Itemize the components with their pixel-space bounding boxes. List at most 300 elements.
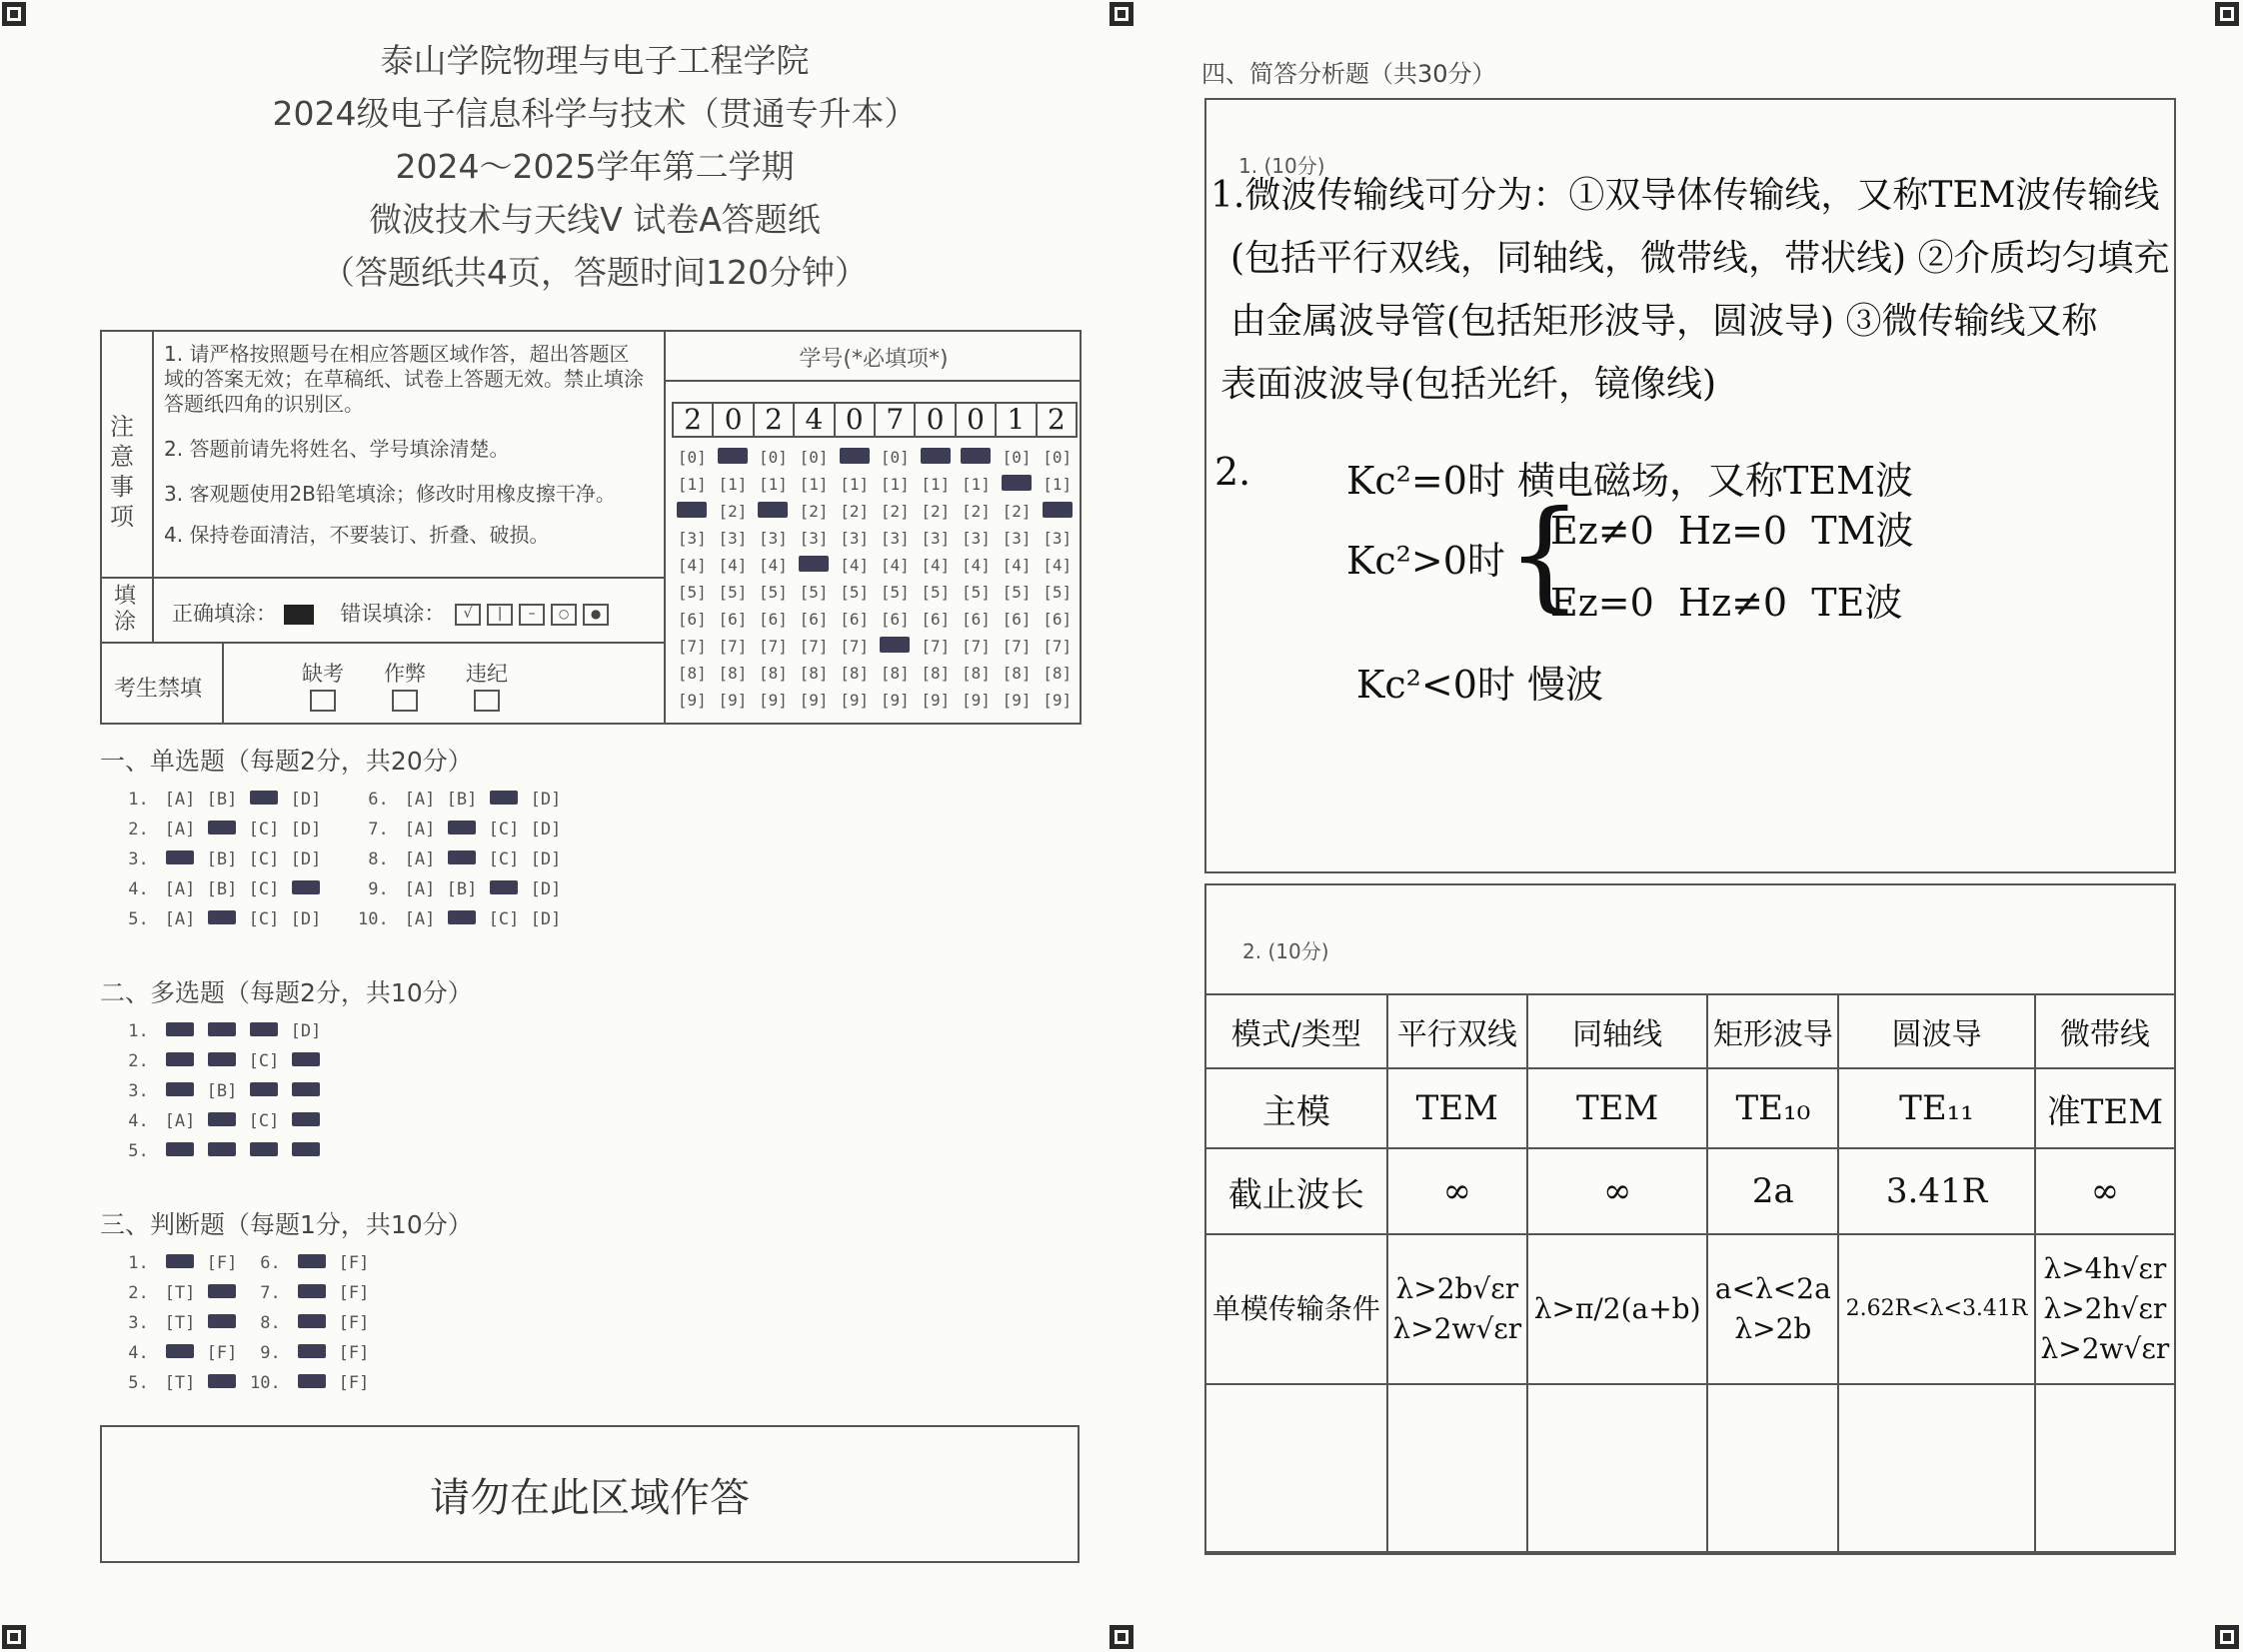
answer-bubble-c[interactable] (243, 1021, 285, 1041)
answer-bubble-b[interactable]: [B] (206, 879, 238, 899)
answer-row (250, 1343, 375, 1363)
forbid-violation-label: 违纪 (466, 662, 508, 686)
student-id-bubble[interactable]: [1] (962, 475, 991, 494)
answer-row (118, 909, 327, 929)
table-cell: ∞ (1527, 1148, 1707, 1234)
answer-bubble-d[interactable]: [D] (290, 909, 322, 929)
student-id-bubble[interactable]: [8] (718, 664, 748, 683)
answer-bubble-a[interactable]: [A] (164, 1111, 196, 1131)
student-id-bubble[interactable]: [1] (759, 475, 788, 494)
student-id-digit: 2 (672, 402, 714, 438)
student-id-bubble[interactable]: [3] (880, 529, 910, 548)
wrong-fill-check-icon: √ (455, 604, 481, 626)
student-id-bubble[interactable]: [7] (921, 637, 951, 656)
student-id-bubble[interactable]: [3] (759, 529, 788, 548)
student-id-bubble[interactable]: [8] (677, 664, 707, 683)
answer-bubble-c[interactable] (243, 1081, 285, 1101)
wrong-fill-dot-icon: ● (583, 604, 609, 626)
student-id-bubble[interactable]: [6] (921, 610, 951, 629)
answer-row (358, 790, 567, 810)
answer-bubble-t[interactable] (291, 1313, 333, 1333)
answer-bubble-c[interactable] (243, 1141, 285, 1161)
table-header-cell: 模式/类型 (1205, 994, 1387, 1068)
answer-bubble-c[interactable]: [C] (248, 909, 280, 929)
answer-bubble-t[interactable]: [T] (164, 1283, 196, 1303)
student-id-bubble[interactable]: [9] (840, 691, 870, 710)
student-id-bubble[interactable]: [2] (799, 502, 829, 521)
no-answer-zone-text: 请勿在此区域作答 (430, 1474, 750, 1521)
answer-bubble-d[interactable]: [D] (530, 820, 562, 839)
answer-bubble-a[interactable]: [A] (404, 909, 436, 929)
student-id-bubble[interactable]: [5] (1002, 583, 1032, 602)
answer-row (118, 790, 327, 810)
student-id-bubble[interactable] (713, 448, 754, 468)
answer-bubble-a[interactable]: [A] (404, 879, 436, 899)
student-id-bubble[interactable]: [6] (677, 610, 707, 629)
student-id-bubble[interactable]: [7] (1002, 637, 1032, 656)
student-id-bubble[interactable] (916, 448, 957, 468)
student-id-bubble[interactable]: [5] (840, 583, 870, 602)
exam-header (100, 34, 1090, 299)
table-cell: λ>π/2(a+b) (1527, 1234, 1707, 1384)
answer-bubble-f[interactable]: [F] (206, 1253, 238, 1273)
answer-bubble-c[interactable]: [C] (488, 909, 520, 929)
student-id-bubble[interactable]: [4] (718, 556, 748, 575)
student-id-bubble[interactable]: [5] (962, 583, 991, 602)
student-id-bubble[interactable]: [3] (921, 529, 951, 548)
student-id-bubble[interactable]: [0] (880, 448, 910, 467)
answer-bubble-a[interactable]: [A] (164, 879, 196, 899)
q1-p2-cond: Kc²>0时 (1346, 539, 1505, 583)
student-id-bubble[interactable]: [1] (921, 475, 951, 494)
answer-bubble-b[interactable] (201, 1051, 243, 1071)
student-id-bubble[interactable]: [2] (718, 502, 748, 521)
corner-mark-top-center (1110, 2, 1133, 26)
answer-bubble-c[interactable] (483, 879, 525, 899)
answer-bubble-b[interactable]: [B] (206, 849, 238, 869)
answer-row (118, 1081, 327, 1101)
student-id-bubble[interactable]: [3] (1043, 529, 1073, 548)
student-id-bubble[interactable]: [5] (921, 583, 951, 602)
student-id-bubble[interactable]: [1] (718, 475, 748, 494)
answer-bubble-t[interactable] (159, 1253, 201, 1273)
q2-label: 2. (10分) (1242, 939, 1329, 963)
table-row-empty (1205, 1384, 2175, 1554)
answer-bubble-b[interactable] (441, 849, 483, 869)
answer-bubble-c[interactable]: [C] (248, 879, 280, 899)
notice-item: 4. 保持卷面清洁，不要装订、折叠、破损。 (164, 523, 550, 547)
student-id-bubble[interactable]: [1] (840, 475, 870, 494)
answer-bubble-a[interactable]: [A] (404, 849, 436, 869)
q1-part1 (1210, 164, 2170, 416)
student-id-bubble[interactable]: [9] (759, 691, 788, 710)
student-id-bubble[interactable]: [6] (880, 610, 910, 629)
answer-bubble-c[interactable] (483, 790, 525, 810)
answer-bubble-d[interactable]: [D] (290, 820, 322, 839)
correct-fill-mark (284, 605, 314, 625)
student-id-bubble[interactable]: [6] (1002, 610, 1032, 629)
wrong-fill-label: 错误填涂： (340, 602, 446, 626)
answer-bubble-c[interactable]: [C] (248, 1051, 280, 1071)
question-number: 5. (118, 1373, 159, 1393)
answer-bubble-b[interactable] (201, 909, 243, 929)
corner-mark-top-right (2215, 2, 2239, 26)
table-header-cell: 圆波导 (1838, 994, 2034, 1068)
answer-bubble-b[interactable] (441, 820, 483, 839)
answer-bubble-t[interactable] (159, 1343, 201, 1363)
fill-example-row (172, 598, 612, 628)
student-id-bubble[interactable]: [0] (1043, 448, 1073, 467)
student-id-bubble[interactable] (875, 637, 916, 657)
q1-p2-line3: Kc²<0时 慢波 (1356, 663, 1604, 707)
answer-bubble-t[interactable]: [T] (164, 1313, 196, 1333)
answer-row (118, 1141, 327, 1161)
answer-row (358, 879, 567, 899)
student-id-digit: 4 (795, 402, 835, 438)
table-cell: 2a (1707, 1148, 1838, 1234)
student-id-bubble[interactable]: [9] (1002, 691, 1032, 710)
student-id-bubble[interactable]: [3] (718, 529, 748, 548)
student-id-bubble[interactable]: [2] (921, 502, 951, 521)
table-row-header-cell: 截止波长 (1205, 1148, 1387, 1234)
answer-row (118, 1253, 243, 1273)
header-school: 泰山学院物理与电子工程学院 (380, 41, 810, 80)
table-cell: ∞ (2035, 1148, 2175, 1234)
student-id-bubble[interactable]: [4] (1002, 556, 1032, 575)
header-class: 2024级电子信息科学与技术（贯通专升本） (272, 94, 918, 133)
answer-bubble-a[interactable] (159, 849, 201, 869)
answer-bubble-f[interactable] (201, 1283, 243, 1303)
student-id-digit: 0 (916, 402, 956, 438)
answer-bubble-c[interactable] (243, 790, 285, 810)
student-id-bubble[interactable]: [2] (1002, 502, 1032, 521)
table-header-cell: 矩形波导 (1707, 994, 1838, 1068)
student-id-digit: 7 (876, 402, 916, 438)
answer-bubble-b[interactable]: [B] (206, 1081, 238, 1101)
student-id-bubble[interactable] (834, 448, 875, 468)
student-id-bubble[interactable]: [9] (1043, 691, 1073, 710)
q1-label: 1. (10分) (1238, 154, 1325, 178)
answer-bubble-d[interactable]: [D] (530, 849, 562, 869)
student-id-bubble[interactable]: [4] (880, 556, 910, 575)
wrong-fill-bar-icon: | (487, 604, 513, 626)
student-id-bubble[interactable]: [0] (799, 448, 829, 467)
q1-p2-line1: Kc²=0时 横电磁场，又称TEM波 (1346, 459, 1913, 503)
student-id-bubble[interactable]: [9] (718, 691, 748, 710)
question-number: 9. (358, 879, 399, 899)
table-row (1205, 1148, 2175, 1234)
answer-bubble-f[interactable]: [F] (206, 1343, 238, 1363)
table-header-cell: 平行双线 (1387, 994, 1527, 1068)
student-id-bubble[interactable]: [3] (677, 529, 707, 548)
student-id-bubble[interactable] (1037, 502, 1078, 522)
answer-row (118, 820, 327, 839)
student-id-bubble[interactable] (956, 448, 997, 468)
answer-row (250, 1373, 375, 1393)
student-id-bubble[interactable]: [5] (759, 583, 788, 602)
student-id-bubble-grid (672, 444, 1078, 714)
student-id-bubble[interactable]: [6] (1043, 610, 1073, 629)
answer-row (118, 879, 327, 899)
answer-bubble-a[interactable]: [A] (164, 820, 196, 839)
answer-row (358, 820, 567, 839)
student-id-bubble[interactable]: [8] (759, 664, 788, 683)
wrong-fill-dash-icon: – (519, 604, 545, 626)
student-id-bubble[interactable]: [3] (1002, 529, 1032, 548)
answer-bubble-b[interactable]: [B] (446, 879, 478, 899)
corner-mark-bottom-center (1110, 1625, 1133, 1649)
student-id-bubble[interactable]: [9] (677, 691, 707, 710)
answer-bubble-b[interactable] (201, 1021, 243, 1041)
student-id-bubble[interactable]: [8] (921, 664, 951, 683)
student-id-bubble[interactable]: [4] (677, 556, 707, 575)
question-number: 5. (118, 909, 159, 929)
student-id-digit: 0 (714, 402, 754, 438)
answer-bubble-d[interactable]: [D] (530, 790, 562, 810)
section-multi-title: 二、多选题（每题2分，共10分） (100, 978, 473, 1007)
corner-mark-bottom-right (2215, 1625, 2239, 1649)
student-id-bubble[interactable]: [0] (677, 448, 707, 467)
student-id-bubble[interactable]: [5] (718, 583, 748, 602)
answer-bubble-d[interactable] (285, 879, 327, 899)
student-id-bubble[interactable]: [1] (799, 475, 829, 494)
student-id-bubble[interactable]: [2] (880, 502, 910, 521)
student-id-bubble[interactable]: [5] (1043, 583, 1073, 602)
question-number: 4. (118, 1343, 159, 1363)
question-number: 4. (118, 879, 159, 899)
student-id-bubble[interactable] (997, 475, 1038, 495)
table-cell: TEM (1387, 1068, 1527, 1148)
student-id-bubble[interactable]: [7] (962, 637, 991, 656)
corner-mark-top-left (2, 2, 26, 26)
student-id-bubble[interactable]: [5] (880, 583, 910, 602)
table-cell: λ>2b√εr λ>2w√εr (1387, 1234, 1527, 1384)
student-id-bubble[interactable]: [3] (799, 529, 829, 548)
forbid-absent-box[interactable] (310, 690, 336, 712)
answer-bubble-d[interactable]: [D] (530, 909, 562, 929)
student-id-bubble[interactable]: [5] (799, 583, 829, 602)
answer-bubble-a[interactable]: [A] (164, 790, 196, 810)
student-id-bubble[interactable]: [8] (880, 664, 910, 683)
question-number: 1. (118, 790, 159, 810)
question-number: 10. (358, 909, 399, 929)
answer-bubble-c[interactable]: [C] (488, 849, 520, 869)
student-id-bubble[interactable]: [0] (1002, 448, 1032, 467)
student-id-bubble[interactable]: [1] (880, 475, 910, 494)
answer-bubble-a[interactable]: [A] (164, 909, 196, 929)
table-header-cell: 微带线 (2035, 994, 2175, 1068)
student-id-bubble[interactable]: [5] (677, 583, 707, 602)
answer-bubble-t[interactable] (291, 1253, 333, 1273)
question-number: 1. (118, 1253, 159, 1273)
answer-bubble-a[interactable]: [A] (404, 790, 436, 810)
q2-answer-box[interactable] (1204, 883, 2176, 1553)
student-id-bubble[interactable]: [7] (840, 637, 870, 656)
forbid-label: 考生禁填 (114, 677, 203, 702)
student-id-bubble[interactable]: [3] (840, 529, 870, 548)
student-id-bubble[interactable]: [1] (677, 475, 707, 494)
question-number: 5. (118, 1141, 159, 1161)
answer-bubble-t[interactable]: [T] (164, 1373, 196, 1393)
answer-bubble-d[interactable]: [D] (530, 879, 562, 899)
forbid-violation-box[interactable] (474, 690, 500, 712)
student-id-bubble[interactable]: [0] (759, 448, 788, 467)
student-id-bubble[interactable]: [4] (1043, 556, 1073, 575)
question-number: 3. (118, 1081, 159, 1101)
student-id-bubble[interactable]: [4] (921, 556, 951, 575)
question-number: 8. (250, 1313, 291, 1333)
fill-side-label: 填涂 (114, 584, 137, 635)
answer-bubble-c[interactable]: [C] (248, 1111, 280, 1131)
answer-row (358, 849, 567, 869)
student-id-bubble[interactable] (753, 502, 794, 522)
answer-bubble-f[interactable]: [F] (338, 1313, 370, 1333)
table-cell: TEM (1527, 1068, 1707, 1148)
answer-bubble-f[interactable]: [F] (338, 1253, 370, 1273)
student-id-bubble[interactable]: [8] (799, 664, 829, 683)
student-id-bubble[interactable]: [7] (718, 637, 748, 656)
answer-bubble-a[interactable] (159, 1021, 201, 1041)
q1-answer-box[interactable] (1204, 98, 2176, 873)
answer-bubble-f[interactable]: [F] (338, 1373, 370, 1393)
student-id-digit: 1 (997, 402, 1037, 438)
student-id-bubble[interactable]: [2] (840, 502, 870, 521)
answer-row (118, 1373, 243, 1393)
student-id-bubble[interactable]: [4] (840, 556, 870, 575)
answer-bubble-b[interactable] (441, 909, 483, 929)
student-id-bubble[interactable]: [8] (962, 664, 991, 683)
section-single-title: 一、单选题（每题2分，共20分） (100, 747, 473, 776)
student-id-bubble[interactable] (794, 556, 835, 576)
answer-bubble-c[interactable]: [C] (248, 849, 280, 869)
question-number: 6. (250, 1253, 291, 1273)
answer-bubble-c[interactable]: [C] (488, 820, 520, 839)
question-number: 2. (118, 1051, 159, 1071)
student-id-bubble[interactable]: [9] (921, 691, 951, 710)
answer-bubble-b[interactable] (201, 1111, 243, 1131)
answer-bubble-d[interactable] (285, 1141, 327, 1161)
notice-item: 3. 客观题使用2B铅笔填涂；修改时用橡皮擦干净。 (164, 482, 616, 506)
answer-bubble-a[interactable]: [A] (404, 820, 436, 839)
answer-bubble-t[interactable] (291, 1373, 333, 1393)
student-id-bubble[interactable]: [7] (799, 637, 829, 656)
answer-bubble-f[interactable] (201, 1373, 243, 1393)
answer-bubble-f[interactable] (201, 1313, 243, 1333)
table-cell: ∞ (1387, 1148, 1527, 1234)
question-number: 3. (118, 1313, 159, 1333)
answer-bubble-d[interactable] (285, 1051, 327, 1071)
section-judge-title: 三、判断题（每题1分，共10分） (100, 1210, 473, 1239)
student-id-bubble[interactable]: [4] (759, 556, 788, 575)
student-id-bubble[interactable]: [4] (962, 556, 991, 575)
table-header-row (1205, 994, 2175, 1068)
student-id-bubble[interactable]: [6] (759, 610, 788, 629)
student-id-bubble[interactable]: [8] (1043, 664, 1073, 683)
answer-bubble-b[interactable]: [B] (206, 790, 238, 810)
table-cell: TE₁₀ (1707, 1068, 1838, 1148)
answer-bubble-c[interactable]: [C] (248, 820, 280, 839)
answer-bubble-d[interactable] (285, 1081, 327, 1101)
table-cell: a<λ<2a λ>2b (1707, 1234, 1838, 1384)
q1-p2-case1: Ez≠0 Hz=0 TM波 (1550, 509, 1914, 553)
student-id-bubble[interactable]: [9] (880, 691, 910, 710)
question-number: 6. (358, 790, 399, 810)
answer-bubble-f[interactable]: [F] (338, 1283, 370, 1303)
forbid-absent-label: 缺考 (302, 662, 344, 686)
student-id-bubble[interactable]: [9] (962, 691, 991, 710)
student-id-digits (672, 402, 1078, 438)
student-id-bubble[interactable]: [7] (1043, 637, 1073, 656)
answer-bubble-t[interactable] (291, 1283, 333, 1303)
answer-bubble-d[interactable] (285, 1111, 327, 1131)
answer-bubble-d[interactable]: [D] (290, 1021, 322, 1041)
header-course: 微波技术与天线Ⅴ 试卷A答题纸 (369, 200, 821, 239)
student-id-bubble[interactable]: [6] (840, 610, 870, 629)
answer-bubble-d[interactable]: [D] (290, 790, 322, 810)
student-id-bubble[interactable]: [8] (840, 664, 870, 683)
q1-part2-head: 2. (1214, 450, 1251, 494)
student-id-bubble[interactable]: [7] (759, 637, 788, 656)
student-id-bubble[interactable]: [8] (1002, 664, 1032, 683)
student-id-bubble[interactable] (672, 502, 713, 522)
question-number: 2. (118, 1283, 159, 1303)
answer-bubble-a[interactable] (159, 1141, 201, 1161)
table-row (1205, 1068, 2175, 1148)
question-number: 8. (358, 849, 399, 869)
notice-side-label: 注意事项 (110, 413, 134, 531)
student-id-bubble[interactable]: [9] (799, 691, 829, 710)
answer-bubble-f[interactable]: [F] (338, 1343, 370, 1363)
table-cell: 3.41R (1838, 1148, 2034, 1234)
student-id-bubble[interactable]: [3] (962, 529, 991, 548)
student-id-bubble[interactable]: [6] (962, 610, 991, 629)
answer-row (118, 1313, 243, 1333)
student-id-bubble[interactable]: [6] (799, 610, 829, 629)
table-header-cell: 同轴线 (1527, 994, 1707, 1068)
answer-row (118, 1111, 327, 1131)
answer-bubble-t[interactable] (291, 1343, 333, 1363)
brace-icon: { (1506, 486, 1583, 625)
answer-row (118, 849, 327, 869)
student-id-bubble[interactable]: [2] (962, 502, 991, 521)
corner-mark-bottom-left (2, 1625, 26, 1649)
table-row (1205, 1234, 2175, 1384)
student-id-bubble[interactable]: [6] (718, 610, 748, 629)
forbid-cheat-label: 作弊 (384, 662, 426, 686)
answer-bubble-b[interactable] (201, 820, 243, 839)
q1-line: (包括平行双线，同轴线，微带线，带状线) ②介质均匀填充 (1230, 238, 2170, 279)
forbid-cheat-box[interactable] (392, 690, 418, 712)
table-cell: 准TEM (2035, 1068, 2175, 1148)
multi-choice-area (118, 1021, 518, 1171)
q1-line: 由金属波导管(包括矩形波导，圆波导) ③微传输线又称 (1230, 301, 2098, 342)
question-number: 9. (250, 1343, 291, 1363)
student-id-bubble[interactable]: [7] (677, 637, 707, 656)
student-id-bubble[interactable]: [1] (1043, 475, 1073, 494)
notice-block (100, 330, 1082, 725)
forbid-boxes (302, 658, 508, 712)
question-number: 1. (118, 1021, 159, 1041)
answer-bubble-b[interactable]: [B] (446, 790, 478, 810)
answer-bubble-b[interactable] (201, 1141, 243, 1161)
header-term: 2024～2025学年第二学期 (395, 147, 795, 186)
answer-bubble-d[interactable]: [D] (290, 849, 322, 869)
q2-mode-table (1204, 993, 2176, 1555)
answer-bubble-a[interactable] (159, 1051, 201, 1071)
answer-bubble-a[interactable] (159, 1081, 201, 1101)
question-number: 3. (118, 849, 159, 869)
notice-item: 1. 请严格按照题号在相应答题区域作答，超出答题区域的答案无效；在草稿纸、试卷上答题无效。禁止填涂答题纸四角的识别区。 (164, 342, 644, 416)
